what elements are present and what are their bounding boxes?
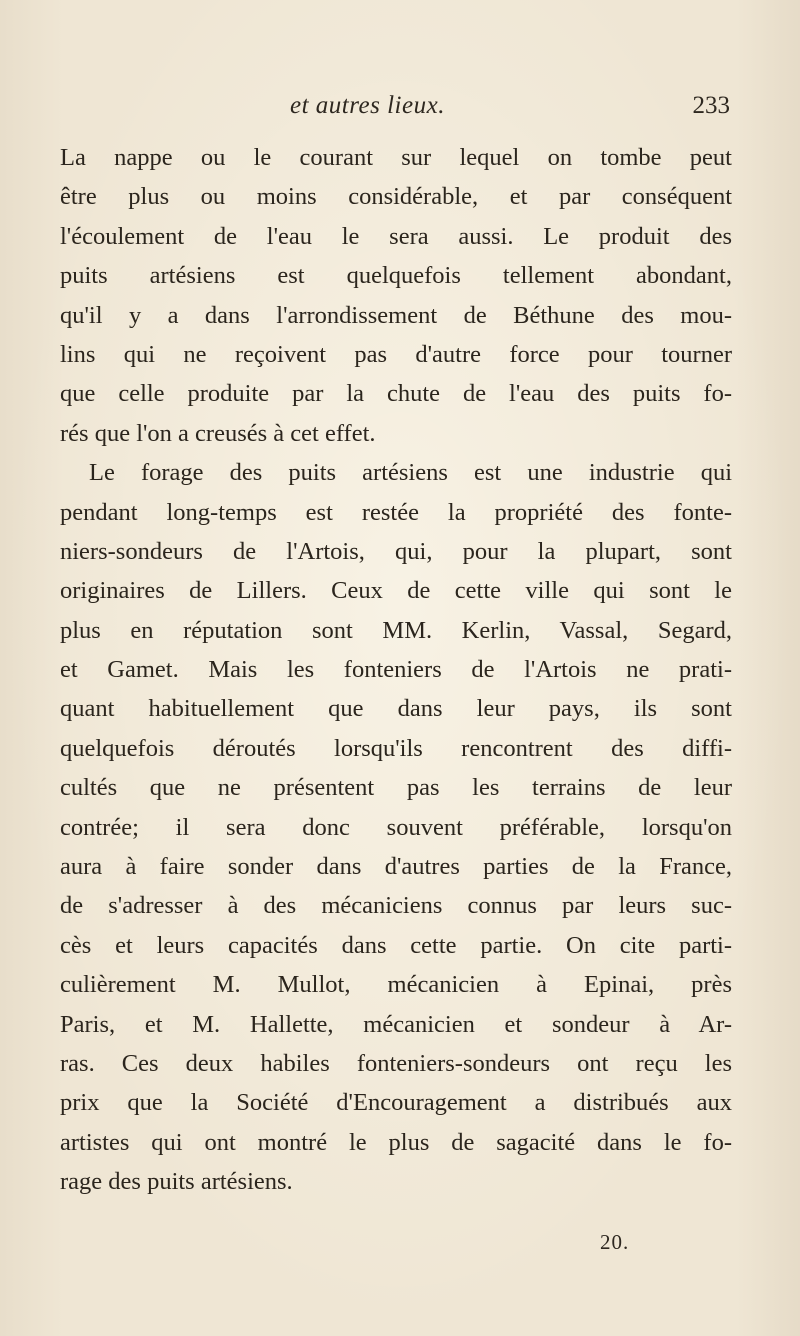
text-line: et Gamet. Mais les fonteniers de l'Artois ne prati- <box>60 656 732 684</box>
text-line: ras. Ces deux habiles fonteniers-sondeurs ont reçu les <box>60 1049 732 1077</box>
text-line: être plus ou moins considérable, et par conséquent <box>60 183 732 211</box>
text-line: La nappe ou le courant sur lequel on tombe peut <box>60 144 732 171</box>
text-line: aura à faire sonder dans d'autres parties de la France, <box>60 853 732 881</box>
text-line: prix que la Société d'Encouragement a distribués aux <box>60 1089 732 1117</box>
text-line: niers-sondeurs de l'Artois, qui, pour la plupart, sont <box>60 537 732 565</box>
text-line: rage des puits artésiens. <box>60 1168 293 1196</box>
signature-mark: 20. <box>600 1230 630 1254</box>
text-line: contrée; il sera donc souvent préférable, lorsqu'on <box>60 813 732 841</box>
running-head <box>60 92 730 122</box>
text-line: de s'adresser à des mécaniciens connus par leurs suc- <box>60 892 732 920</box>
running-title: et autres lieux. <box>290 92 445 119</box>
page-number: 233 <box>692 92 730 119</box>
text-line: lins qui ne reçoivent pas d'autre force pour tourner <box>60 340 732 368</box>
text-line: quant habituellement que dans leur pays, ils sont <box>60 695 732 723</box>
text-line: culièrement M. Mullot, mécanicien à Epinai, près <box>60 971 732 999</box>
text-line: puits artésiens est quelquefois tellement abondant, <box>60 262 732 290</box>
text-line: pendant long-temps est restée la propriété des fonte- <box>60 498 732 526</box>
text-line: cultés que ne présentent pas les terrains de leur <box>60 774 732 802</box>
text-line: originaires de Lillers. Ceux de cette ville qui sont le <box>60 577 732 605</box>
text-line: artistes qui ont montré le plus de sagacité dans le fo- <box>60 1128 732 1156</box>
text-line: plus en réputation sont MM. Kerlin, Vassal, Segard, <box>60 616 732 644</box>
text-line: qu'il y a dans l'arrondissement de Béthune des mou- <box>60 301 732 329</box>
text-line: quelquefois déroutés lorsqu'ils rencontrent des diffi- <box>60 734 732 762</box>
text-line: rés que l'on a creusés à cet effet. <box>60 419 376 447</box>
text-line: cès et leurs capacités dans cette partie. On cite parti- <box>60 931 732 959</box>
text-line: que celle produite par la chute de l'eau des puits fo- <box>60 380 732 408</box>
text-line: l'écoulement de l'eau le sera aussi. Le produit des <box>60 222 732 250</box>
body-text <box>60 138 732 1202</box>
text-line: Paris, et M. Hallette, mécanicien et sondeur à Ar- <box>60 1010 732 1038</box>
text-line: Le forage des puits artésiens est une industrie qui <box>89 459 732 487</box>
